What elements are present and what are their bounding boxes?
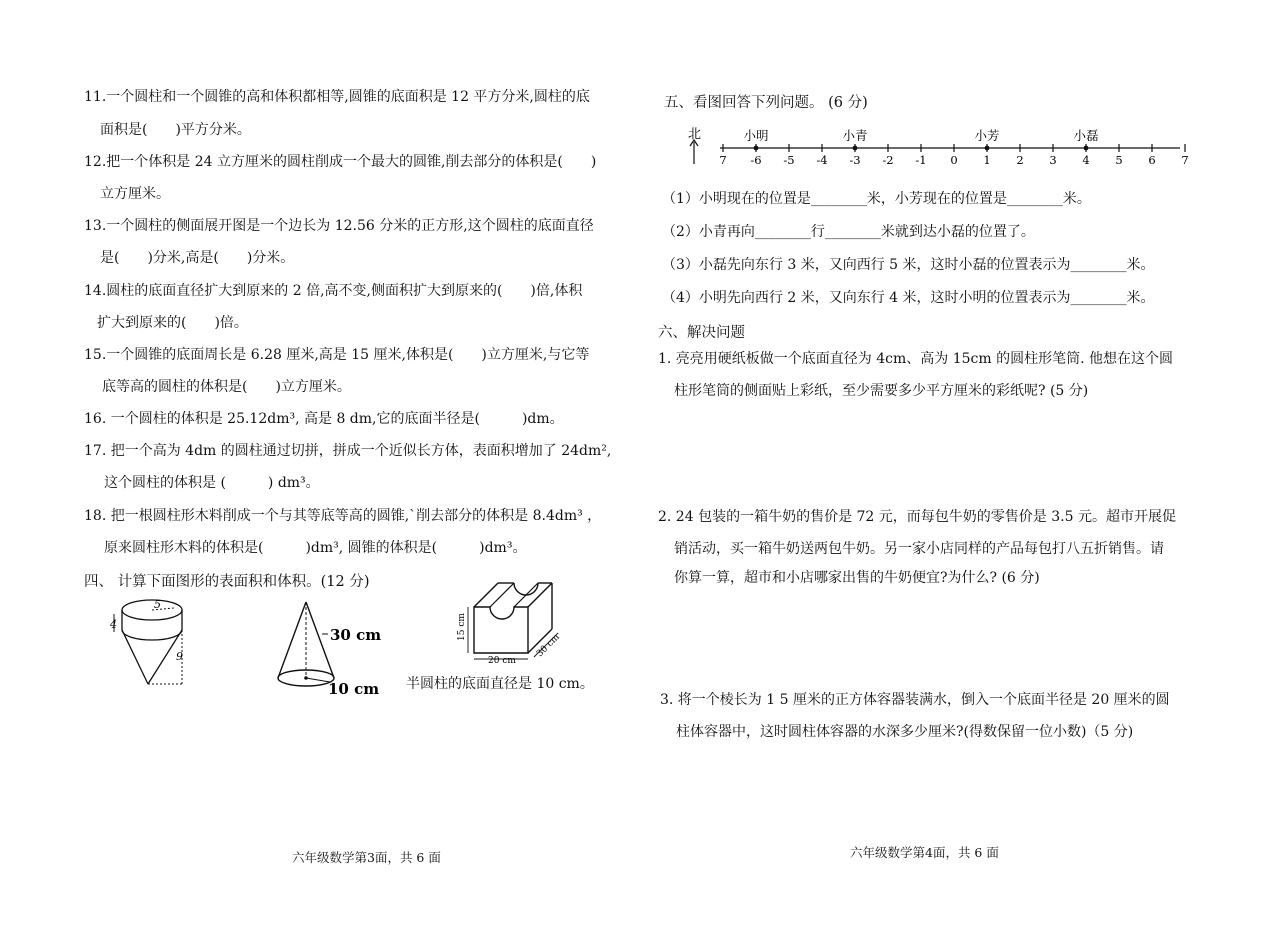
problem2-line1: 2. 24 包装的一箱牛奶的售价是 72 元，而每包牛奶的零售价是 3.5 元。超市开展促 bbox=[658, 509, 1176, 525]
problem2-line3: 你算一算，超市和小店哪家出售的牛奶便宜?为什么? (6 分) bbox=[674, 570, 1040, 586]
q14-line2: 扩大到原来的( )倍。 bbox=[97, 315, 248, 331]
person-dot bbox=[1084, 146, 1089, 151]
sub-question-1: （1）小明现在的位置是________米，小芳现在的位置是________米。 bbox=[662, 191, 1091, 207]
person-dot bbox=[754, 146, 759, 151]
fig3-length-label: 30 cm bbox=[535, 632, 562, 660]
tick-label: 5 bbox=[1115, 153, 1123, 167]
section6-title: 六、解决问题 bbox=[658, 325, 745, 341]
q13-line2: 是( )分米,高是( )分米。 bbox=[100, 250, 295, 266]
fig1-radius-label: 5 bbox=[154, 598, 161, 611]
person-dot bbox=[853, 146, 858, 151]
person-label: 小芳 bbox=[974, 128, 1000, 143]
fig2-radius-label: 10 cm bbox=[328, 680, 380, 698]
tick-label: 3 bbox=[1049, 153, 1057, 167]
tick-label: 0 bbox=[950, 153, 958, 167]
problem2-line2: 销活动，买一箱牛奶送两包牛奶。另一家小店同样的产品每包打八五折销售。请 bbox=[674, 541, 1164, 557]
problem1-line1: 1. 亮亮用硬纸板做一个底面直径为 4cm、高为 15cm 的圆柱形笔筒. 他想在这个圆 bbox=[658, 351, 1174, 367]
tick-label: -1 bbox=[915, 153, 927, 167]
left-footer: 六年级数学第3面，共 6 面 bbox=[292, 850, 441, 865]
fig3-width-label: 20 cm bbox=[488, 656, 516, 666]
q18-line2: 原来圆柱形木料的体积是( )dm³, 圆锥的体积是( )dm³。 bbox=[104, 540, 527, 556]
tick-label: 6 bbox=[1148, 153, 1156, 167]
person-label: 小磊 bbox=[1073, 128, 1099, 143]
problem1-line2: 柱形笔筒的侧面贴上彩纸，至少需要多少平方厘米的彩纸呢? (5 分) bbox=[674, 383, 1089, 399]
tick-label: -2 bbox=[882, 153, 894, 167]
sub-question-2: （2）小青再向________行________米就到达小磊的位置了。 bbox=[662, 224, 1035, 240]
tick-label: 7 bbox=[1181, 153, 1189, 167]
q15-line1: 15.一个圆锥的底面周长是 6.28 厘米,高是 15 厘米,体积是( )立方厘米,与它等 bbox=[84, 347, 590, 363]
q15-line2: 底等高的圆柱的体积是( )立方厘米。 bbox=[102, 379, 351, 395]
figure-cylinder-cone bbox=[108, 596, 198, 688]
figure-cone bbox=[270, 598, 390, 700]
q12-line1: 12.把一个体积是 24 立方厘米的圆柱削成一个最大的圆锥,削去部分的体积是( ) bbox=[84, 154, 597, 170]
tick-label: -5 bbox=[783, 153, 795, 167]
fig1-small-height-label: 4 bbox=[110, 618, 117, 631]
tick-label: -6 bbox=[750, 153, 762, 167]
number-line bbox=[680, 124, 1200, 170]
q17-line2: 这个圆柱的体积是 ( ) dm³。 bbox=[104, 475, 320, 491]
tick-label: -4 bbox=[816, 153, 828, 167]
q11-line2: 面积是( )平方分米。 bbox=[100, 122, 251, 138]
figure-grooved-block bbox=[452, 575, 592, 667]
q18-line1: 18. 把一根圆柱形木料削成一个与其等底等高的圆锥,`削去部分的体积是 8.4dm³ ， bbox=[84, 508, 602, 524]
problem3-line2: 柱体容器中，这时圆柱体容器的水深多少厘米?(得数保留一位小数)（5 分) bbox=[676, 724, 1134, 740]
q14-line1: 14.圆柱的底面直径扩大到原来的 2 倍,高不变,侧面积扩大到原来的( )倍,体积 bbox=[84, 283, 583, 299]
fig3-height-label: 15 cm bbox=[457, 613, 467, 641]
section4-title: 四、 计算下面图形的表面积和体积。(12 分) bbox=[84, 574, 370, 590]
tick-label: 4 bbox=[1082, 153, 1090, 167]
fig3-caption: 半圆柱的底面直径是 10 cm。 bbox=[406, 676, 594, 692]
q12-line2: 立方厘米。 bbox=[100, 186, 170, 202]
q13-line1: 13.一个圆柱的侧面展开图是一个边长为 12.56 分米的正方形,这个圆柱的底面直径 bbox=[84, 218, 594, 234]
right-page bbox=[640, 0, 1280, 937]
tick-label: 1 bbox=[983, 153, 991, 167]
tick-label: 7 bbox=[719, 153, 727, 167]
person-label: 小明 bbox=[743, 128, 769, 143]
person-dot bbox=[985, 146, 990, 151]
sub-question-3: （3）小磊先向东行 3 米，又向西行 5 米，这时小磊的位置表示为________米。 bbox=[662, 257, 1155, 273]
right-footer: 六年级数学第4面，共 6 面 bbox=[850, 845, 999, 860]
tick-label: 2 bbox=[1016, 153, 1024, 167]
fig1-height-label: 9 bbox=[176, 650, 183, 663]
q16-line1: 16. 一个圆柱的体积是 25.12dm³, 高是 8 dm,它的底面半径是( )dm。 bbox=[84, 411, 564, 427]
person-label: 小青 bbox=[842, 128, 868, 143]
north-label: 北 bbox=[688, 127, 702, 142]
sub-question-4: （4）小明先向西行 2 米，又向东行 4 米，这时小明的位置表示为________米。 bbox=[662, 290, 1155, 306]
q17-line1: 17. 把一个高为 4dm 的圆柱通过切拼，拼成一个近似长方体，表面积增加了 24dm², bbox=[84, 443, 612, 459]
fig2-slant-label: 30 cm bbox=[330, 626, 382, 644]
problem3-line1: 3. 将一个棱长为 1 5 厘米的正方体容器装满水，倒入一个底面半径是 20 厘米的圆 bbox=[660, 692, 1170, 708]
q11-line1: 11.一个圆柱和一个圆锥的高和体积都相等,圆锥的底面积是 12 平方分米,圆柱的底 bbox=[84, 89, 590, 105]
tick-label: -3 bbox=[849, 153, 861, 167]
section5-title: 五、看图回答下列问题。 (6 分) bbox=[664, 95, 868, 111]
